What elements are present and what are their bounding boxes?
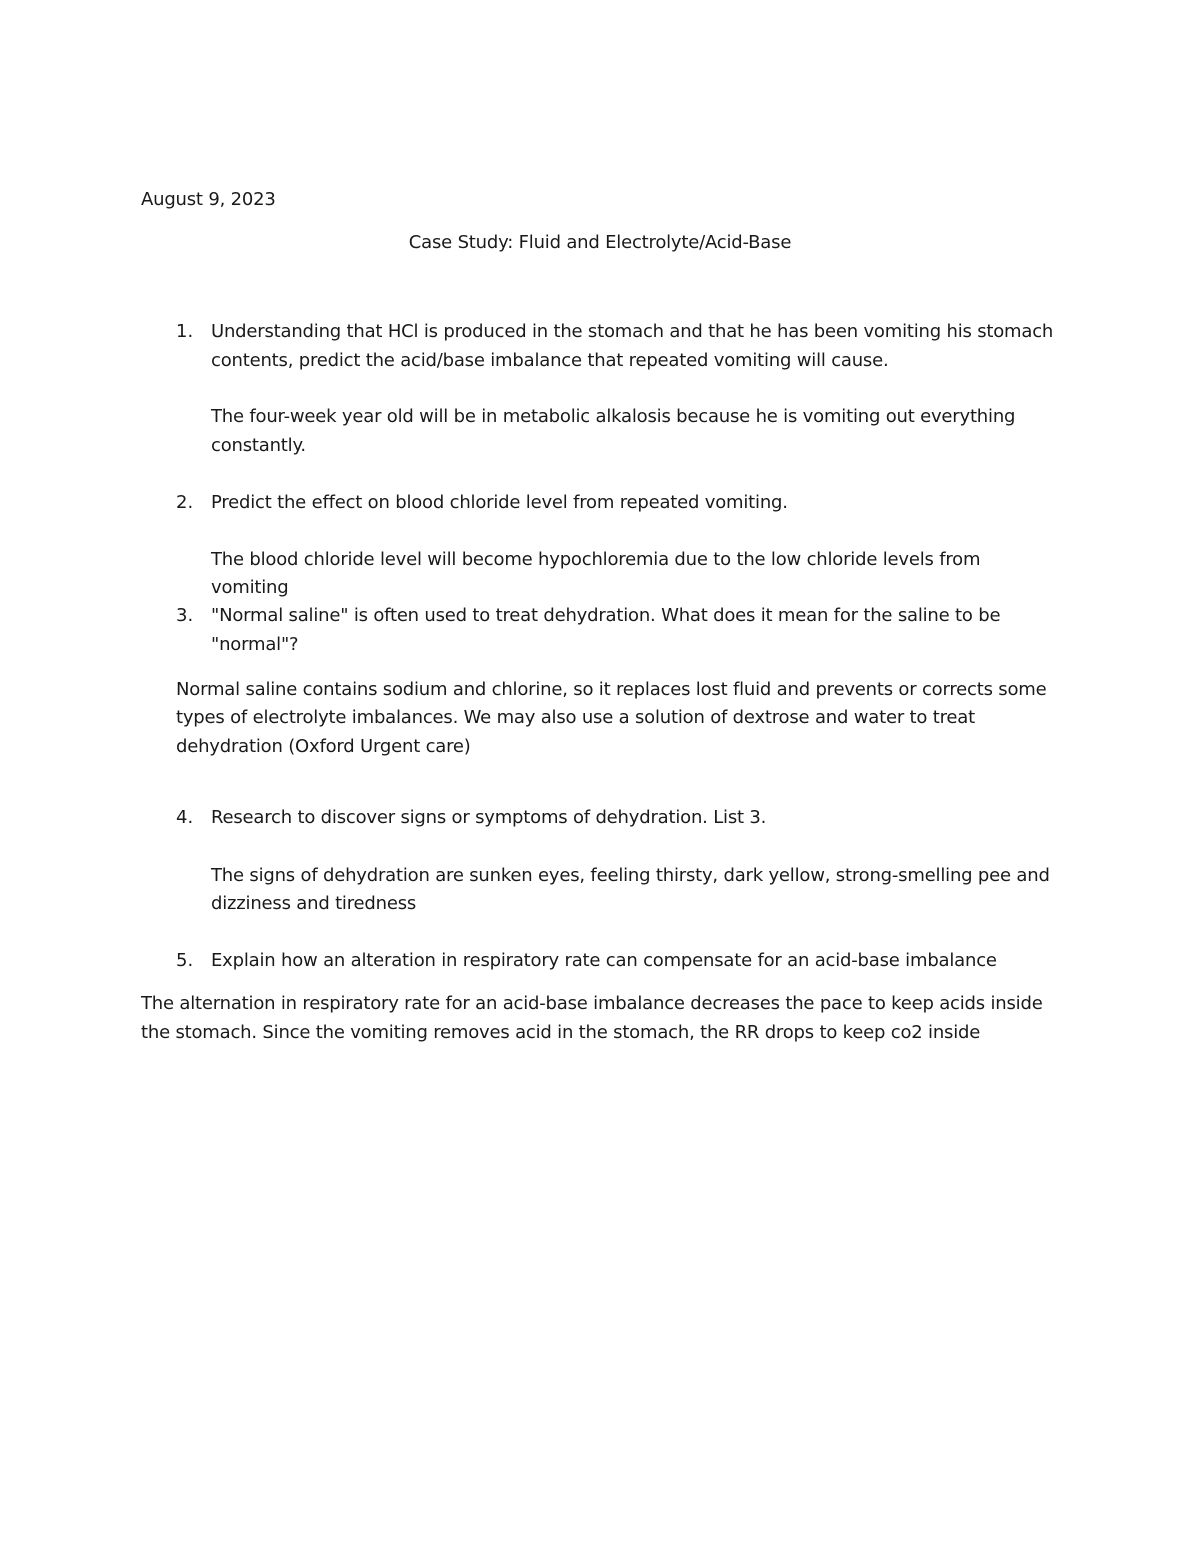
answer-3-line-1: Normal saline contains sodium and chlorine, so it replaces lost fluid and prevents or corrects some (176, 679, 1047, 700)
document-date: August 9, 2023 (141, 189, 276, 210)
answer-1-line-2: constantly. (211, 435, 306, 456)
answer-1-line-1: The four-week year old will be in metabolic alkalosis because he is vomiting out everything (211, 406, 1016, 427)
answer-4-line-2: dizziness and tiredness (211, 893, 417, 914)
answer-2-line-2: vomiting (211, 577, 289, 598)
question-2-line-1: Predict the effect on blood chloride level from repeated vomiting. (211, 492, 788, 513)
question-5-line-1: Explain how an alteration in respiratory rate can compensate for an acid-base imbalance (211, 950, 997, 971)
answer-4-line-1: The signs of dehydration are sunken eyes, feeling thirsty, dark yellow, strong-smelling pee and (211, 865, 1050, 886)
answer-3-line-2: types of electrolyte imbalances. We may also use a solution of dextrose and water to treat (176, 707, 975, 728)
answer-2-line-1: The blood chloride level will become hypochloremia due to the low chloride levels from (211, 549, 981, 570)
document-title: Case Study: Fluid and Electrolyte/Acid-Base (408, 232, 792, 253)
answer-5-line-2: the stomach. Since the vomiting removes acid in the stomach, the RR drops to keep co2 inside (141, 1022, 981, 1043)
question-3-line-2: "normal"? (211, 634, 299, 655)
question-1-number: 1. (176, 321, 194, 342)
question-4-number: 4. (176, 807, 194, 828)
question-3-number: 3. (176, 605, 194, 626)
answer-3-line-3: dehydration (Oxford Urgent care) (176, 736, 471, 757)
question-1-line-2: contents, predict the acid/base imbalance that repeated vomiting will cause. (211, 350, 889, 371)
answer-5-line-1: The alternation in respiratory rate for an acid-base imbalance decreases the pace to keep acids inside (141, 993, 1043, 1014)
question-3-line-1: "Normal saline" is often used to treat dehydration. What does it mean for the saline to be (211, 605, 1001, 626)
question-2-number: 2. (176, 492, 194, 513)
question-1-line-1: Understanding that HCl is produced in the stomach and that he has been vomiting his stomach (211, 321, 1054, 342)
question-5-number: 5. (176, 950, 194, 971)
question-4-line-1: Research to discover signs or symptoms of dehydration. List 3. (211, 807, 767, 828)
